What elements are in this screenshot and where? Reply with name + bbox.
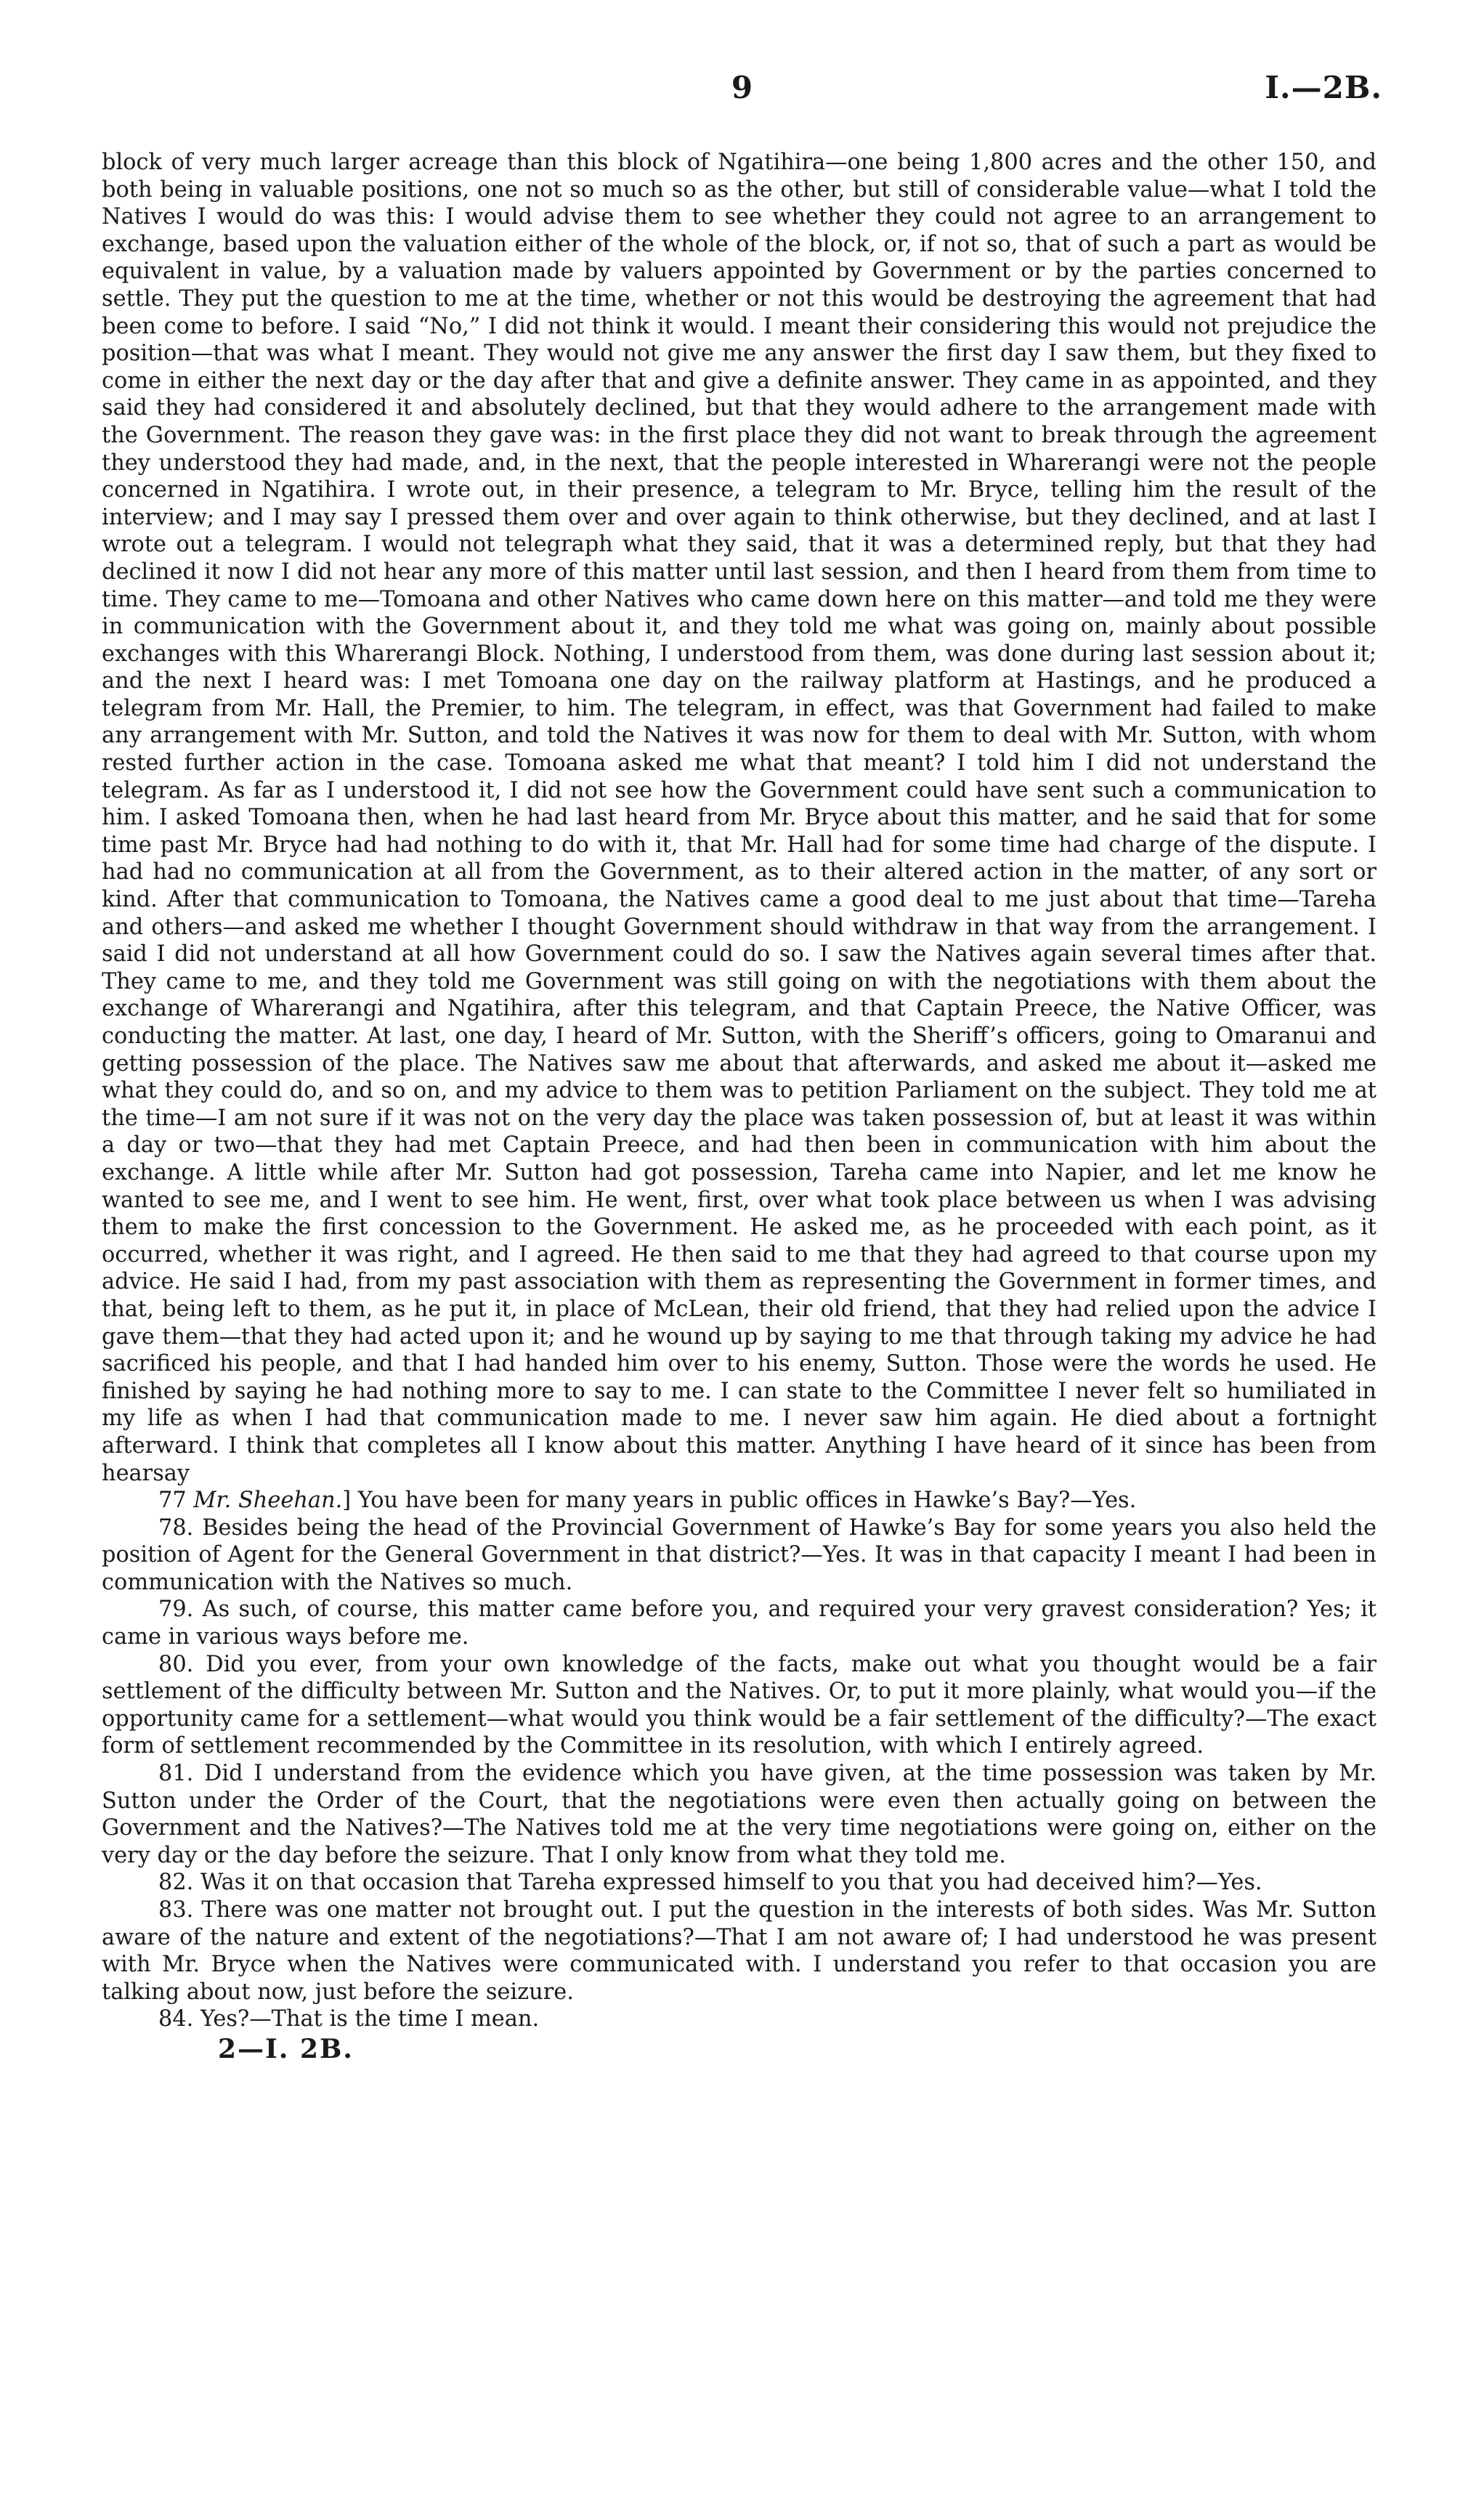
series-reference: I.—2B.: [1265, 70, 1382, 105]
document-body: [102, 149, 1376, 2064]
question-77-number: 77: [158, 1488, 187, 1514]
speaker-name: Mr. Sheehan.: [193, 1488, 343, 1514]
question-81: 81. Did I understand from the evidence which you have given, at the time possession was taken by Mr. Sutton under the Order of the Court, that the negotiations were even then actually going on between the Government and the Natives?—The Natives told me at the very time negotiations were going on, either on the very day or the day before the seizure. That I only know from what they told me.: [102, 1761, 1376, 1868]
question-84: 84. Yes?—That is the time I mean.: [158, 2006, 540, 2032]
signature-mark: 2—I. 2B.: [218, 2033, 354, 2064]
paragraph-continued-answer: block of very much larger acreage than this block of Ngatihira—one being 1,800 acres and the other 150, and both being in valuable positions, one not so much so as the other, but still of considerable value—what I told the Natives I would do was this: I would advise them to see whether they could not agree to an arrangement to exchange, based upon the valuation either of the whole of the block, or, if not so, that of such a part as would be equivalent in value, by a valuation made by valuers appointed by Government or by the parties concerned to settle. They put the question to me at the time, whether or not this would be destroying the agreement that had been come to before. I said “No,” I did not think it would. I meant their considering this would not prejudice the position—that was what I meant. They would not give me any answer the first day I saw them, but they fixed to come in either the next day or the day after that and give a definite answer. They came in as appointed, and they said they had considered it and absolutely declined, but that they would adhere to the arrangement made with the Government. The reason they gave was: in the first place they did not want to break through the agreement they understood they had made, and, in the next, that the people interested in Wharerangi were not the people concerned in Ngatihira. I wrote out, in their presence, a telegram to Mr. Bryce, telling him the result of the interview; and I may say I pressed them over and over again to think otherwise, but they declined, and at last I wrote out a telegram. I would not telegraph what they said, that it was a determined reply, but that they had declined it now I did not hear any more of this matter until last session, and then I heard from them from time to time. They came to me—Tomoana and other Natives who came down here on this matter—and told me they were in communication with the Government about it, and they told me what was going on, mainly about possible exchanges with this Wharerangi Block. Nothing, I understood from them, was done during last session about it; and the next I heard was: I met Tomoana one day on the railway platform at Hastings, and he produced a telegram from Mr. Hall, the Premier, to him. The telegram, in effect, was that Government had failed to make any arrangement with Mr. Sutton, and told the Natives it was now for them to deal with Mr. Sutton, with whom rested further action in the case. Tomoana asked me what that meant? I told him I did not understand the telegram. As far as I understood it, I did not see how the Government could have sent such a communication to him. I asked Tomoana then, when he had last heard from Mr. Bryce about this matter, and he said that for some time past Mr. Bryce had had nothing to do with it, that Mr. Hall had for some time had charge of the dispute. I had had no communication at all from the Government, as to their altered action in the matter, of any sort or kind. After that communication to Tomoana, the Natives came a good deal to me just about that time—Tareha and others—and asked me whether I thought Government should withdraw in that way from the arrangement. I said I did not understand at all how Government could do so. I saw the Natives again several times after that. They came to me, and they told me Government was still going on with the negotiations with them about the exchange of Wharerangi and Ngatihira, after this telegram, and that Captain Preece, the Native Officer, was conducting the matter. At last, one day, I heard of Mr. Sutton, with the Sheriff’s officers, going to Omaranui and getting possession of the place. The Natives saw me about that afterwards, and asked me about it—asked me what they could do, and so on, and my advice to them was to petition Parliament on the subject. They told me at the time—I am not sure if it was not on the very day the place was taken possession of, but at least it was within a day or two—that they had met Captain Preece, and had then been in communication with him about the exchange. A little while after Mr. Sutton had got possession, Tareha came into Napier, and let me know he wanted to see me, and I went to see him. He went, first, over what took place between us when I was advising them to make the first concession to the Government. He asked me, as he proceeded with each point, as it occurred, whether it was right, and I agreed. He then said to me that they had agreed to that course upon my advice. He said I had, from my past association with them as representing the Government in former times, and that, being left to them, as he put it, in place of McLean, their old friend, that they had relied upon the advice I gave them—that they had acted upon it; and he wound up by saying to me that through taking my advice he had sacrificed his people, and that I had handed him over to his enemy, Sutton. Those were the words he used. He finished by saying he had nothing more to say to me. I can state to the Committee I never felt so humiliated in my life as when I had that communication made to me. I never saw him again. He died about a fortnight afterward. I think that completes all I know about this matter. Anything I have heard of it since has been from hearsay: [102, 150, 1376, 1486]
question-77-text: ] You have been for many years in public offices in Hawke’s Bay?—Yes.: [342, 1488, 1137, 1514]
question-77: [102, 1487, 1376, 1515]
question-78: 78. Besides being the head of the Provincial Government of Hawke’s Bay for some years you also held the position of Agent for the General Government in that district?—Yes. It was in that capacity I meant I had been in communication with the Natives so much.: [102, 1515, 1376, 1595]
page-number: 9: [731, 70, 753, 105]
question-80: 80. Did you ever, from your own knowledge of the facts, make out what you thought would be a fair settlement of the difficulty between Mr. Sutton and the Natives. Or, to put it more plainly, what would you—if the opportunity came for a settlement—what would you think would be a fair settlement of the difficulty?—The exact form of settlement recommended by the Committee in its resolution, with which I entirely agreed.: [102, 1651, 1376, 1759]
question-79: 79. As such, of course, this matter came before you, and required your very gravest consideration? Yes; it came in various ways before me.: [102, 1597, 1376, 1650]
page-header: [102, 70, 1382, 121]
question-83: 83. There was one matter not brought out. I put the question in the interests of both sides. Was Mr. Sutton aware of the nature and extent of the negotiations?—That I am not aware of; I had understood he was present with Mr. Bryce when the Natives were communicated with. I understand you refer to that occasion you are talking about now, just before the seizure.: [102, 1897, 1376, 2005]
question-82: 82. Was it on that occasion that Tareha expressed himself to you that you had deceived him?—Yes.: [158, 1870, 1262, 1896]
